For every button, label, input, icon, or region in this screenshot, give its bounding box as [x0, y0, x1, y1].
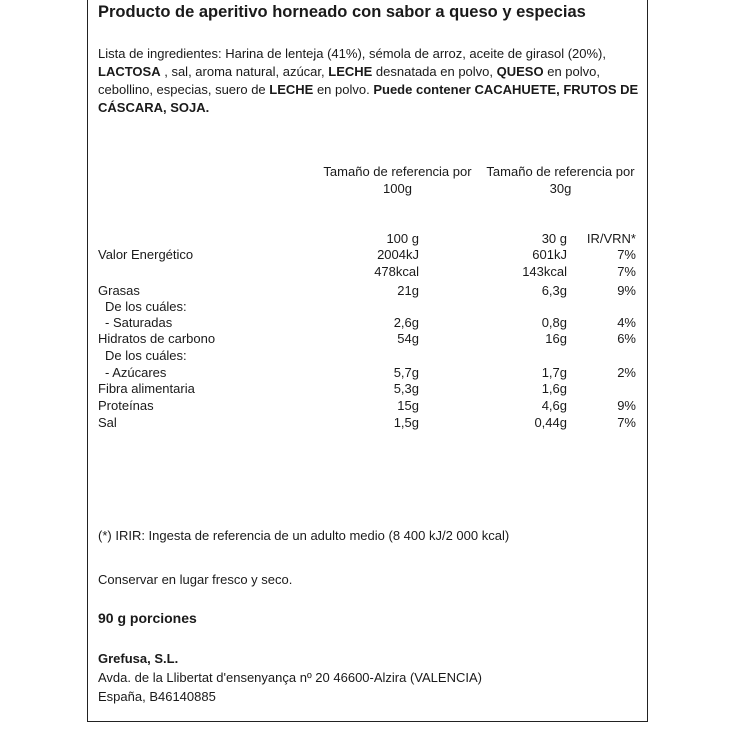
ingredients-text: desnatada en polvo,: [372, 64, 497, 79]
nutrient-label: - Saturadas: [105, 315, 173, 330]
nutrient-label: Sal: [98, 415, 117, 430]
value-ir-percent: 6%: [617, 331, 636, 346]
ingredients-text: , sal, aroma natural, azúcar,: [160, 64, 329, 79]
nutrient-label: Valor Energético: [98, 247, 194, 262]
nutrient-label: De los cuáles:: [105, 299, 187, 314]
value-ir-percent: 7%: [617, 415, 636, 430]
company-address: Avda. de la Llibertat d'ensenyança nº 20 46600-Alzira (VALENCIA): [98, 670, 482, 685]
unit-per-100g: 100 g: [386, 231, 419, 246]
nutrient-label: Fibra alimentaria: [98, 381, 195, 396]
column-header-per-30g: [479, 163, 642, 197]
column-header-per-100g-line1: Tamaño de referencia por: [323, 164, 472, 179]
product-title: Producto de aperitivo horneado con sabor a queso y especias: [98, 3, 586, 21]
nutrient-label: De los cuáles:: [105, 348, 187, 363]
value-per-100g: 2004kJ: [377, 247, 419, 262]
value-per-100g: 54g: [397, 331, 419, 346]
value-ir-percent: 2%: [617, 365, 636, 380]
value-ir-percent: 9%: [617, 283, 636, 298]
ingredients-text: en polvo.: [313, 82, 374, 97]
column-header-per-30g-line2: 30g: [549, 181, 572, 196]
value-per-30g: 0,8g: [541, 315, 567, 330]
footnote: (*) IRIR: Ingesta de referencia de un adulto medio (8 400 kJ/2 000 kcal): [98, 528, 510, 543]
value-per-100g: 478kcal: [374, 264, 419, 279]
value-ir-percent: 9%: [617, 398, 636, 413]
ingredients-text: Lista de ingredientes: Harina de lenteja (41%), sémola de arroz, aceite de girasol (20%),: [98, 46, 606, 61]
unit-per-30g: 30 g: [541, 231, 567, 246]
value-per-30g: 6,3g: [541, 283, 567, 298]
ingredients-text: en polvo, cebollino, especias, suero de: [98, 64, 600, 97]
ingredients-list: [98, 45, 643, 117]
value-per-30g: 16g: [545, 331, 567, 346]
value-per-30g: 1,6g: [541, 381, 567, 396]
nutrient-label: Hidratos de carbono: [98, 331, 216, 346]
value-per-100g: 5,3g: [393, 381, 419, 396]
value-per-30g: 1,7g: [541, 365, 567, 380]
value-ir-percent: 7%: [617, 247, 636, 262]
column-header-per-100g-line2: 100g: [383, 181, 412, 196]
allergen-text: Puede contener CACAHUETE, FRUTOS DE CÁSCARA, SOJA.: [98, 82, 639, 115]
company-country-cif: España, B46140885: [98, 689, 216, 704]
value-per-100g: 2,6g: [393, 315, 419, 330]
nutrient-label: - Azúcares: [105, 365, 167, 380]
column-header-per-100g: [316, 163, 479, 197]
nutrient-label: Proteínas: [98, 398, 154, 413]
company-name: Grefusa, S.L.: [98, 651, 179, 666]
value-per-100g: 15g: [397, 398, 419, 413]
value-ir-percent: 7%: [617, 264, 636, 279]
value-per-30g: 601kJ: [532, 247, 567, 262]
portions: 90 g porciones: [98, 610, 197, 626]
value-per-30g: 143kcal: [522, 264, 567, 279]
value-per-30g: 0,44g: [534, 415, 567, 430]
value-per-100g: 1,5g: [393, 415, 419, 430]
allergen-text: QUESO: [496, 64, 544, 79]
value-ir-percent: 4%: [617, 315, 636, 330]
value-per-100g: 5,7g: [393, 365, 419, 380]
value-per-30g: 4,6g: [541, 398, 567, 413]
allergen-text: LECHE: [328, 64, 373, 79]
unit-ir-vrn: IR/VRN*: [586, 231, 636, 246]
allergen-text: LACTOSA: [98, 64, 161, 79]
storage-instructions: Conservar en lugar fresco y seco.: [98, 572, 293, 587]
column-header-per-30g-line1: Tamaño de referencia por: [486, 164, 635, 179]
value-per-100g: 21g: [397, 283, 419, 298]
nutrient-label: Grasas: [98, 283, 140, 298]
allergen-text: LECHE: [269, 82, 314, 97]
